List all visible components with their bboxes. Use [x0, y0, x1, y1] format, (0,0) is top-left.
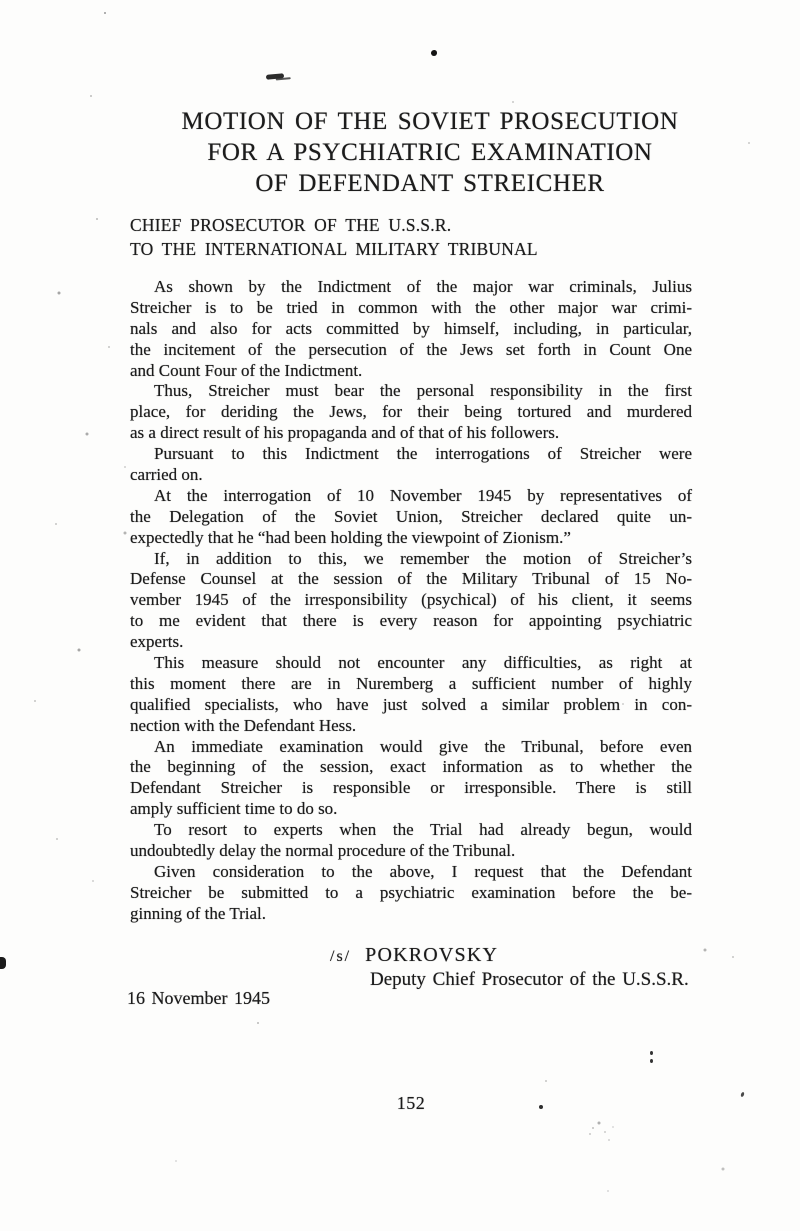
scan-speck — [740, 1092, 745, 1098]
body-line: to me evident that there is every reason for appointing psychiatric — [130, 611, 692, 631]
body-line: Defendant Streicher is responsible or irresponsible. There is still — [130, 778, 692, 798]
body-line: this moment there are in Nuremberg a sufficient number of highly — [130, 673, 692, 693]
body-line: the beginning of the session, exact information as to whether the — [130, 757, 692, 777]
body-line: To resort to experts when the Trial had already begun, would — [154, 820, 692, 840]
scan-speckle-field — [0, 0, 2, 2]
document-body — [130, 277, 692, 925]
scan-colon-speck — [650, 1051, 653, 1055]
body-line: as a direct result of his propaganda and of that of his followers. — [130, 423, 560, 443]
body-line: Given consideration to the above, I request that the Defendant — [154, 861, 692, 881]
addressee-line-1: CHIEF PROSECUTOR OF THE U.S.S.R. — [130, 215, 452, 235]
scan-edge-mark — [0, 957, 6, 969]
body-line: If, in addition to this, we remember the motion of Streicher’s — [154, 548, 692, 568]
document-title — [130, 106, 730, 199]
body-line: amply sufficient time to do so. — [130, 799, 338, 819]
signature-block — [130, 944, 750, 991]
signature-mark: /s/ — [330, 948, 352, 965]
addressee-line-2: TO THE INTERNATIONAL MILITARY TRIBUNAL — [130, 238, 538, 259]
title-line-1: MOTION OF THE SOVIET PROSECUTION — [181, 108, 679, 135]
page-number: 152 — [396, 1093, 426, 1113]
body-line: the Delegation of the Soviet Union, Streicher declared quite un- — [130, 506, 692, 526]
body-line: ginning of the Trial. — [130, 903, 267, 923]
signature-role: Deputy Chief Prosecutor of the U.S.S.R. — [370, 969, 689, 990]
body-line: experts. — [130, 632, 184, 652]
scan-smudge — [266, 73, 284, 80]
document-date: 16 November 1945 — [127, 988, 270, 1008]
body-line: An immediate examination would give the Tribunal, before even — [154, 736, 692, 756]
body-line: At the interrogation of 10 November 1945 by representatives of — [154, 485, 692, 505]
body-line: As shown by the Indictment of the major war criminals, Julius — [154, 277, 692, 296]
body-line: Defense Counsel at the session of the Military Tribunal of 15 No- — [130, 569, 692, 589]
body-line: Streicher is to be tried in common with the other major war crimi- — [130, 297, 692, 317]
scan-ink-dot — [431, 50, 437, 56]
title-line-3: OF DEFENDANT STREICHER — [255, 170, 605, 197]
body-line: carried on. — [130, 465, 203, 485]
body-line: place, for deriding the Jews, for their being tortured and murdered — [130, 402, 692, 422]
scan-speck — [539, 1105, 543, 1109]
body-line: Pursuant to this Indictment the interrogations of Streicher were — [154, 444, 692, 464]
body-line: vember 1945 of the irresponsibility (psychical) of his client, it seems — [130, 590, 692, 610]
addressee-heading — [130, 214, 730, 261]
body-line: and Count Four of the Indictment. — [130, 360, 363, 380]
body-line: the incitement of the persecution of the Jews set forth in Count One — [130, 339, 692, 359]
signature-name: POKROVSKY — [365, 944, 499, 966]
body-line: This measure should not encounter any difficulties, as right at — [154, 653, 692, 673]
body-line: nals and also for acts committed by himself, including, in particular, — [130, 318, 692, 338]
body-line: Streicher be submitted to a psychiatric examination before the be- — [130, 882, 692, 902]
body-line: nection with the Defendant Hess. — [130, 715, 357, 735]
title-line-2: FOR A PSYCHIATRIC EXAMINATION — [207, 139, 653, 166]
body-line: undoubtedly delay the normal procedure of the Tribunal. — [130, 841, 516, 861]
body-line: Thus, Streicher must bear the personal responsibility in the first — [154, 381, 692, 401]
body-line: qualified specialists, who have just solved a similar problem in con- — [130, 694, 692, 714]
signature-line — [130, 944, 750, 967]
body-line: expectedly that he “had been holding the viewpoint of Zionism.” — [130, 527, 571, 547]
